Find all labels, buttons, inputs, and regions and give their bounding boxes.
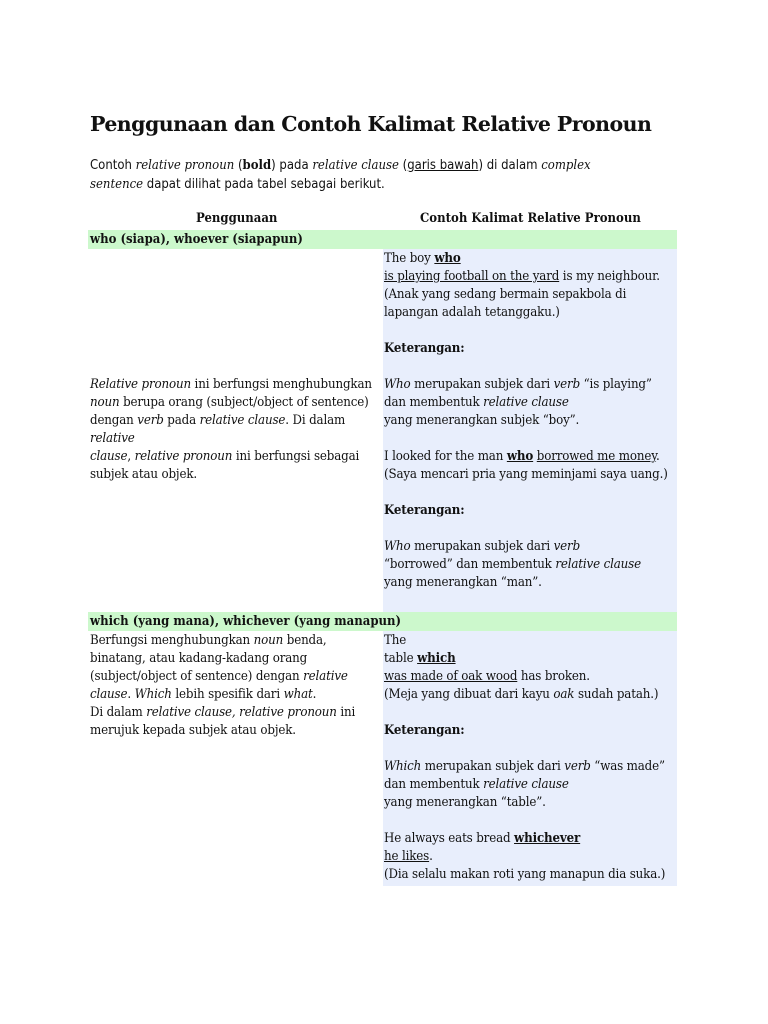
text: merupakan subjek dari [410, 539, 554, 554]
text: I looked for the man [384, 449, 507, 464]
italic-term: verb [564, 759, 591, 774]
usage-cell-who [90, 376, 372, 484]
italic-term: relative [303, 669, 348, 684]
example-line [384, 668, 665, 686]
italic-term: relative clause [483, 777, 569, 792]
text: dan membentuk [384, 395, 484, 410]
example-line [384, 650, 665, 668]
italic-term: relative clause [555, 557, 641, 572]
example-line [384, 686, 665, 704]
text: Berfungsi menghubungkan [90, 633, 254, 648]
italic-term: verb [553, 539, 581, 554]
text: pada [163, 413, 200, 428]
example-line [384, 866, 665, 884]
example-line [384, 632, 665, 650]
italic-term: relative clause [483, 395, 569, 410]
text: subjek atau objek. [90, 467, 197, 482]
text: ini berfungsi menghubungkan [190, 377, 372, 392]
intro-bold-term: bold [242, 158, 272, 173]
text: berupa orang (subject/object of sentence) [119, 395, 369, 410]
intro-text: ( [398, 158, 408, 173]
section-band-which: which (yang mana), whichever (yang manapun) [88, 612, 677, 631]
example-line [384, 722, 665, 740]
relative-clause: borrowed me money [536, 449, 657, 464]
usage-line [90, 686, 355, 704]
translation: lapangan adalah tetanggaku.) [384, 305, 560, 320]
text: yang menerangkan “man”. [384, 575, 542, 590]
usage-line [90, 704, 355, 722]
italic-term: noun [90, 395, 120, 410]
text: He always eats bread [384, 831, 515, 846]
translation: (Dia selalu makan roti yang manapun dia suka.) [384, 867, 666, 882]
intro-italic-term: complex [541, 158, 591, 173]
usage-line [90, 722, 355, 740]
text: merujuk kepada subjek atau objek. [90, 723, 296, 738]
italic-term: relative pronoun [134, 449, 233, 464]
italic-term: Which [384, 759, 422, 774]
italic-term: clause [90, 687, 128, 702]
text: . [312, 687, 317, 702]
text: table [384, 651, 418, 666]
example-line [384, 286, 668, 304]
translation: (Meja yang dibuat dari kayu [384, 687, 554, 702]
text: “was made” [590, 759, 665, 774]
text: The boy [384, 251, 435, 266]
italic-term: Who [384, 377, 411, 392]
italic-term: verb [553, 377, 581, 392]
intro-text: ) di dalam [478, 158, 542, 173]
keterangan-label: Keterangan: [384, 341, 465, 356]
text: (subject/object of sentence) dengan [90, 669, 304, 684]
italic-term: relative [90, 431, 135, 446]
text: . [656, 449, 660, 464]
example-line [384, 412, 668, 430]
text: is my neighbour. [559, 269, 660, 284]
example-text-who [384, 250, 668, 592]
text: “is playing” [580, 377, 652, 392]
example-line [384, 250, 668, 268]
keterangan-label: Keterangan: [384, 723, 465, 738]
italic-term: relative clause, relative pronoun [146, 705, 337, 720]
example-line [384, 704, 665, 722]
example-line [384, 358, 668, 376]
usage-line [90, 430, 372, 448]
italic-term: noun [253, 633, 284, 648]
text: dengan [90, 413, 138, 428]
text: . [127, 687, 135, 702]
text: Di dalam [90, 705, 147, 720]
example-line [384, 520, 668, 538]
intro-text: Contoh [90, 158, 136, 173]
example-line [384, 776, 665, 794]
text: yang menerangkan “table”. [384, 795, 546, 810]
section-band-who: who (siapa), whoever (siapapun) [88, 230, 677, 249]
italic-term: oak [553, 687, 575, 702]
intro-italic-term: relative pronoun [135, 158, 235, 173]
example-line [384, 574, 668, 592]
table-header-usage: Penggunaan [196, 211, 278, 226]
italic-term: clause [90, 449, 128, 464]
text: . Di dalam [285, 413, 346, 428]
italic-term: Which [134, 687, 172, 702]
example-line [384, 740, 665, 758]
usage-line [90, 448, 372, 466]
text: merupakan subjek dari [421, 759, 565, 774]
example-line [384, 322, 668, 340]
relative-clause: was made of oak wood [384, 669, 518, 684]
text: lebih spesifik dari [171, 687, 284, 702]
example-line [384, 340, 668, 358]
text: yang menerangkan subjek “boy”. [384, 413, 580, 428]
intro-italic-term: sentence [90, 177, 144, 192]
italic-term: verb [137, 413, 164, 428]
intro-text: ) pada [271, 158, 313, 173]
text: ini [336, 705, 356, 720]
page-title: Penggunaan dan Contoh Kalimat Relative Pronoun [90, 112, 652, 136]
intro-paragraph [90, 156, 690, 194]
intro-italic-term: relative clause [312, 158, 399, 173]
table-header-example: Contoh Kalimat Relative Pronoun [420, 211, 641, 226]
example-line [384, 502, 668, 520]
intro-line-1 [90, 156, 690, 175]
translation: (Anak yang sedang bermain sepakbola di [384, 287, 627, 302]
italic-term: Relative pronoun [90, 377, 191, 392]
example-line [384, 268, 668, 286]
example-line [384, 538, 668, 556]
translation: (Saya mencari pria yang meminjami saya uang.) [384, 467, 668, 482]
text: benda, [283, 633, 327, 648]
example-line [384, 830, 665, 848]
example-line [384, 466, 668, 484]
example-line [384, 394, 668, 412]
relative-clause: is playing football on the yard [384, 269, 560, 284]
text: dan membentuk [384, 777, 484, 792]
relative-pronoun: who [434, 251, 461, 266]
italic-term: what [283, 687, 313, 702]
example-line [384, 794, 665, 812]
example-line [384, 556, 668, 574]
usage-line [90, 650, 355, 668]
italic-term: Who [384, 539, 411, 554]
usage-line [90, 376, 372, 394]
translation: sudah patah.) [574, 687, 659, 702]
example-text-which [384, 632, 665, 884]
relative-pronoun: whichever [514, 831, 581, 846]
usage-line [90, 668, 355, 686]
intro-text: ( [234, 158, 243, 173]
text: binatang, atau kadang-kadang orang [90, 651, 308, 666]
intro-text: dapat dilihat pada tabel sebagai berikut. [143, 177, 385, 192]
relative-pronoun: who [506, 449, 534, 464]
example-line [384, 758, 665, 776]
example-line [384, 430, 668, 448]
text: , [127, 449, 135, 464]
text: The [384, 633, 407, 648]
intro-underline-term: garis bawah [407, 158, 479, 173]
usage-cell-which [90, 632, 355, 740]
example-line [384, 484, 668, 502]
usage-line [90, 466, 372, 484]
text: merupakan subjek dari [410, 377, 554, 392]
example-line [384, 448, 668, 466]
example-line [384, 376, 668, 394]
text: “borrowed” dan membentuk [384, 557, 556, 572]
example-line [384, 304, 668, 322]
relative-clause: he likes [384, 849, 430, 864]
text: has broken. [517, 669, 590, 684]
example-line [384, 812, 665, 830]
example-line [384, 848, 665, 866]
intro-line-2 [90, 175, 690, 194]
usage-line [90, 412, 372, 430]
usage-line [90, 394, 372, 412]
keterangan-label: Keterangan: [384, 503, 465, 518]
relative-pronoun: which [417, 651, 456, 666]
usage-line [90, 632, 355, 650]
text: . [429, 849, 433, 864]
text: ini berfungsi sebagai [232, 449, 360, 464]
italic-term: relative clause [199, 413, 286, 428]
